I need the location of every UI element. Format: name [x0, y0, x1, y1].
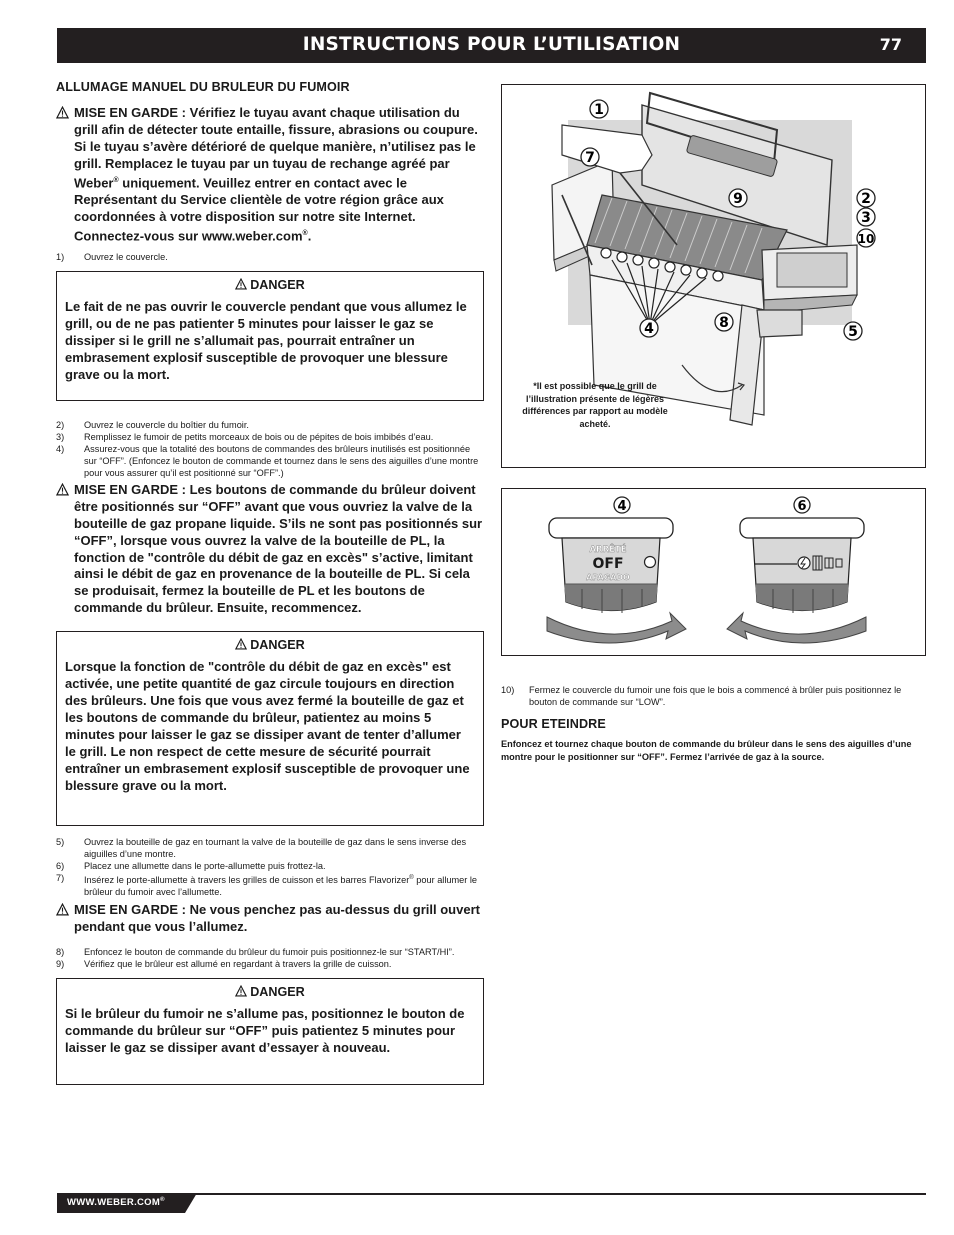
steps-2-4: [56, 419, 484, 479]
warning-triangle-icon: [56, 106, 69, 119]
warning-control-knobs: [56, 482, 484, 617]
step-9: [56, 958, 484, 970]
step-text: Assurez-vous que la totalité des boutons de commandes des brûleurs inutilisés est positionnée sur “OFF”. (Enfoncez le bouton de commande et tournez dans le sens des aiguilles d’une montre pour vous assurer qu’il est positionné sur “OFF”.): [84, 443, 479, 478]
steps-8-9: [56, 946, 484, 970]
callout-4-label: 4: [644, 321, 654, 337]
callout-9-label: 9: [733, 191, 743, 207]
knob-label-apagado: APAGADO: [586, 573, 630, 582]
danger-label: DANGER: [250, 638, 305, 653]
step-7: [56, 872, 484, 898]
step-text: Placez une allumette dans le porte-allumette puis frottez-la.: [84, 861, 326, 872]
knob-indicator-icon: [645, 557, 656, 568]
step-8: [56, 946, 484, 958]
danger-box-3: [56, 978, 484, 1085]
step-text: Ouvrez la bouteille de gaz en tournant la valve de la bouteille de gaz dans le sens inverse des aiguilles d’une montre.: [84, 837, 467, 860]
danger-box-1: [56, 271, 484, 401]
footer-url: WWW.WEBER.COM: [67, 1197, 161, 1209]
step-number: 3): [56, 431, 65, 442]
knob-figure: [501, 488, 926, 656]
knob-illustration: [502, 489, 925, 655]
step-number: 6): [56, 861, 65, 872]
page-number: 77: [879, 35, 902, 54]
step-4: [56, 443, 484, 479]
step-text: Ouvrez le couvercle.: [84, 251, 168, 262]
danger-text: Si le brûleur du fumoir ne s’allume pas, positionnez le bouton de commande du brûleur sur “OFF” puis patientez 5 minutes pour laisser le gaz se dissiper avant d’essayer à nouveau.: [65, 1006, 465, 1055]
step-text: Remplissez le fumoir de petits morceaux de bois ou de pépites de bois imbibés d’eau.: [84, 431, 434, 442]
burner-knob-rotate: [727, 497, 866, 643]
registered-mark: ®: [160, 1197, 165, 1203]
step-1: [56, 251, 484, 263]
warning-hose-text-a: MISE EN GARDE : Vérifiez le tuyau avant chaque utilisation du grill afin de détecter toute entaille, fissure, abrasions ou coupure. Si le tuyau s’avère détérioré de quelque manière, n’utilisez pas le grill. Remplacez le tuyau par un tuyau de rechange agréé par Weber: [74, 105, 478, 190]
step-number: 10): [501, 685, 515, 695]
callout-3-label: 3: [861, 210, 871, 226]
step-number: 1): [56, 251, 65, 262]
grill-illustration-figure: [501, 84, 926, 468]
callout-2-label: 2: [861, 191, 871, 207]
step-number: 2): [56, 419, 65, 430]
step-number: 5): [56, 837, 65, 848]
footer-website[interactable]: [67, 1197, 165, 1208]
section-title-manual-lighting: ALLUMAGE MANUEL DU BRULEUR DU FUMOIR: [56, 80, 350, 94]
header-bar: [57, 28, 926, 63]
step-text: Enfoncez le bouton de commande du brûleur du fumoir puis positionnez-le sur “START/HI”.: [84, 947, 455, 958]
step-5: [56, 836, 484, 860]
warning-hose: [56, 105, 484, 245]
danger-text: Lorsque la fonction de "contrôle du débit de gaz en excès" est activée, une petite quantité de gaz circule toujours en direction des brûleurs. Une fois que vous avez fermé la bouteille de gaz et les boutons de commande du brûleur, patientez au moins 5 minutes pour laisser le gaz se dissiper avant de tenter d’allumer le grill. Le non respect de cette mesure de sécurité pourrait entraîner un embrasement explosif susceptible de provoquer une blessure grave ou la mort.: [65, 659, 470, 793]
step-number: 9): [56, 959, 65, 970]
callout-1-label: 1: [594, 102, 604, 118]
registered-mark: ®: [113, 176, 119, 184]
clockwise-arrow-icon: [547, 613, 686, 643]
step-text: Fermez le couvercle du fumoir une fois que le bois a commencé à brûler puis positionnez le bouton de commande sur “LOW”.: [529, 685, 902, 707]
danger-label: DANGER: [250, 277, 305, 292]
shutdown-paragraph: Enfoncez et tournez chaque bouton de commande du brûleur dans le sens des aiguilles d’une montre pour le positionner sur “OFF”. Fermez l’arrivée de gaz à la source.: [501, 739, 912, 762]
right-column: [501, 684, 926, 764]
page-title: INSTRUCTIONS POUR L’UTILISATION: [302, 34, 681, 55]
callout-10-label: 10: [857, 232, 875, 246]
step-text: Vérifiez que le brûleur est allumé en regardant à travers la grille de cuisson.: [84, 959, 392, 970]
danger-heading: [65, 638, 475, 652]
warning-hose-text-c: .: [307, 228, 312, 243]
step-6: [56, 860, 484, 872]
steps-5-7: [56, 836, 484, 898]
danger-label: DANGER: [250, 985, 305, 1000]
warning-do-not-lean-text: MISE EN GARDE : Ne vous penchez pas au-dessus du grill ouvert pendant que vous l’allumez.: [74, 902, 480, 935]
callout-6-label: 6: [797, 499, 807, 514]
step-3: [56, 431, 484, 443]
danger-text: Le fait de ne pas ouvrir le couvercle pendant que vous allumez le grill, ou de ne pas patienter 5 minutes pour laisser le gaz se dissiper si le grill ne s’allumait pas, pourrait entraîner un embrasement explosif susceptible de provoquer une blessure grave ou la mort.: [65, 298, 467, 382]
step-number: 7): [56, 873, 65, 884]
warning-triangle-icon: [56, 483, 69, 496]
step-10: [501, 684, 926, 708]
warning-triangle-icon: [56, 903, 69, 916]
warning-triangle-icon: [235, 985, 247, 997]
step-text: Ouvrez le couvercle du boîtier du fumoir.: [84, 419, 249, 430]
step-2: [56, 419, 484, 431]
callout-7-label: 7: [585, 150, 595, 166]
step-text-a: Insérez le porte-allumette à travers les grilles de cuisson et les barres Flavorizer: [84, 875, 410, 886]
burner-knob-off: [547, 497, 686, 643]
callout-5-label: 5: [848, 324, 858, 340]
warning-triangle-icon: [235, 278, 247, 290]
step-number: 8): [56, 947, 65, 958]
knob-label-arrete: ARRÊTÉ: [589, 545, 627, 555]
counterclockwise-arrow-icon: [727, 613, 866, 643]
left-column: [56, 80, 484, 1085]
illustration-disclaimer: *Il est possible que le grill de l’illustration présente de légères différences par rapport au modèle acheté.: [522, 381, 668, 429]
step-number: 4): [56, 443, 65, 454]
callout-8-label: 8: [719, 315, 729, 331]
warning-triangle-icon: [235, 638, 247, 650]
danger-heading: [65, 985, 475, 999]
warning-hose-text-b: uniquement. Veuillez entrer en contact avec le Représentant du Service clientèle de votre région grâce aux coordonnées à votre disposition sur notre site Internet. Connectez-vous sur www.weber.com: [74, 174, 444, 243]
callout-4-label: 4: [617, 499, 627, 514]
warning-control-knobs-text: MISE EN GARDE : Les boutons de commande du brûleur doivent être positionnés sur “OFF” avant que vous ouvriez la valve de la bouteille de gaz propane liquide. S’ils ne sont pas positionnés sur “OFF”, lorsque vous ouvrez la valve de la bouteille de PL, la fonction de "contrôle du débit de gaz en excès" s’active, limitant ainsi le débit de gaz en provenance de la bouteille de PL. Si cela se produisait, fermez la bouteille de PL et les boutons de commande du brûleur. Ensuite, recommencez.: [74, 481, 483, 616]
section-title-shutdown: POUR ETEINDRE: [501, 717, 606, 731]
knob-label-off: OFF: [592, 556, 624, 572]
registered-mark: ®: [302, 229, 308, 237]
step-text-b: pour allumer le brûleur du fumoir avec l’allumette.: [84, 875, 478, 898]
registered-mark: ®: [409, 875, 414, 882]
warning-do-not-lean: [56, 902, 484, 936]
danger-box-2: [56, 631, 484, 826]
danger-heading: [65, 278, 475, 292]
